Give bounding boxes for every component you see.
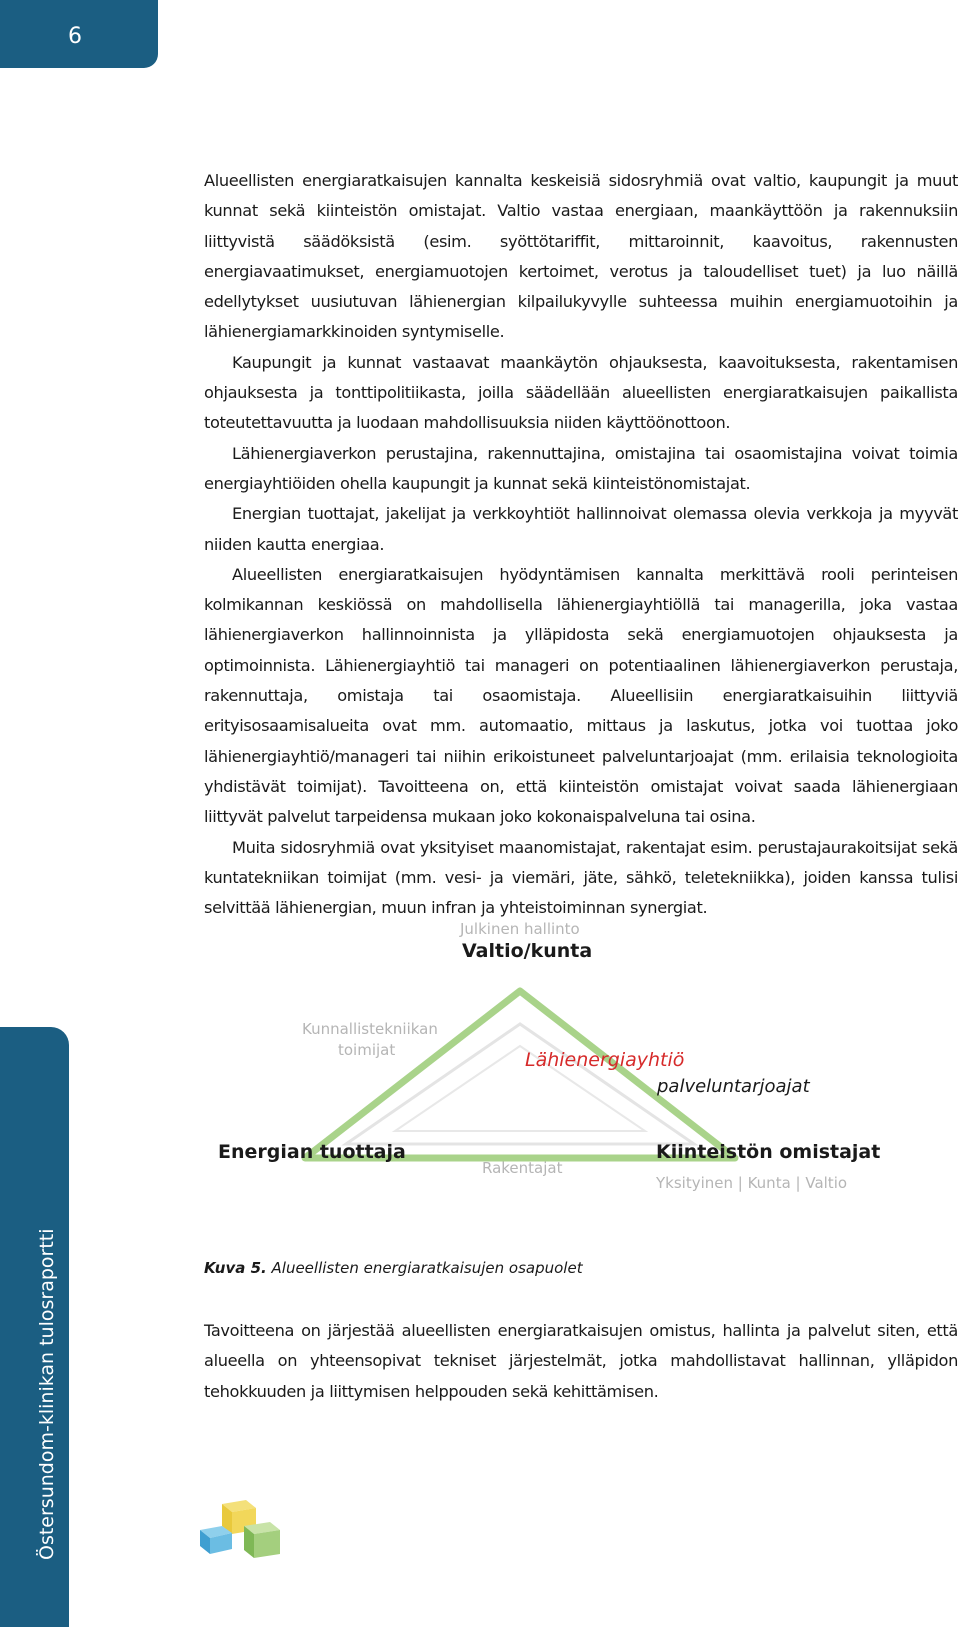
- caption-text: Alueellisten energiaratkaisujen osapuolet: [266, 1259, 583, 1277]
- paragraph: Muita sidosryhmiä ovat yksityiset maanomistajat, rakentajat esim. perustajaurakoitsijat sekä kuntatekniikan toimijat (mm. vesi- ja viemäri, jäte, sähkö, teletekniikka), joiden kanssa tulisi selvittää lähienergian, muun infran ja yhteistoiminnan synergiat.: [204, 837, 958, 918]
- property-owners-label: Kiinteistön omistajat: [656, 1141, 881, 1163]
- side-title-tab: [0, 1027, 69, 1627]
- caption-label: Kuva 5.: [204, 1259, 267, 1277]
- public-admin-label: Julkinen hallinto: [460, 920, 580, 938]
- page-number-tab: [0, 0, 158, 68]
- paragraph: Energian tuottajat, jakelijat ja verkkoyhtiöt hallinnoivat olemassa olevia verkkoja ja myyvät niiden kautta energiaa.: [204, 504, 958, 554]
- paragraph: Alueellisten energiaratkaisujen kannalta keskeisiä sidosryhmiä ovat valtio, kaupungit ja muut kunnat sekä kiinteistön omistajat. Valtio vastaa energiaan, maankäyttöön ja rakennuksiin liittyvistä säädöksistä (esim. syöttötariffit, mittaroinnit, kaavoitus, rakennusten energiavaatimukset, energiamuotojen kertoimet, verotus ja taloudelliset tuet) ja luo näillä edellytykset uusiutuvan lähienergian kilpailukyvylle suhteessa muihin energiamuotoihin ja lähienergiamarkkinoiden syntymiselle.: [204, 171, 958, 342]
- municipal-engineering-label-2: toimijat: [338, 1041, 396, 1059]
- paragraph: Tavoitteena on järjestää alueellisten energiaratkaisujen omistus, hallinta ja palvelut siten, että alueella on yhteensopivat tekniset järjestelmät, jotka mahdollistavat hallinnan, ylläpidon tehokkuuden ja liittymisen helppouden sekä kehittämisen.: [204, 1321, 958, 1401]
- stakeholder-triangle: [220, 946, 900, 1251]
- cubes-logo: [200, 1500, 295, 1560]
- state-municipality-label: Valtio/kunta: [462, 940, 593, 962]
- page-number: 6: [68, 24, 82, 49]
- stakeholder-diagram: [218, 920, 900, 1251]
- local-energy-company-label: Lähienergiayhtiö: [525, 1049, 685, 1071]
- side-title: Östersundom-klinikan tulosraportti: [36, 1228, 58, 1560]
- figure-caption: [204, 1259, 583, 1277]
- service-providers-label: palveluntarjoajat: [657, 1076, 810, 1097]
- energy-producer-label: Energian tuottaja: [218, 1141, 406, 1163]
- paragraph: Alueellisten energiaratkaisujen hyödyntämisen kannalta merkittävä rooli perinteisen kolmikannan keskiössä on mahdollisella lähienergiayhtiöllä tai managerilla, joka vastaa lähienergiaverkon hallinnoinnista ja ylläpidosta sekä energiamuotojen ohjauksesta ja optimoinnista. Lähienergiayhtiö tai manageri on potentiaalinen lähienergiaverkon perustaja, rakennuttaja, omistaja tai osaomistaja. Alueellisiin energiaratkaisuihin liittyviä erityisosaamisalueita ovat mm. automaatio, mittaus ja laskutus, jotka voi tuottaa joko lähienergiayhtiö/manageri tai niihin erikoistuneet palveluntarjoajat (mm. erilaisia teknologioita yhdistävät toimijat). Tavoitteena on, että kiinteistön omistajat voivat saada lähienergiaan liittyvät palvelut tarpeidensa mukaan joko kokonaispalveluna tai osina.: [204, 564, 958, 827]
- paragraph: Kaupungit ja kunnat vastaavat maankäytön ohjauksesta, kaavoituksesta, rakentamisen ohjauksesta ja tonttipolitiikasta, joilla säädellään alueellisten energiaratkaisujen paikallista toteutettavuutta ja luodaan mahdollisuuksia niiden käyttöönottoon.: [204, 352, 958, 433]
- paragraph: Lähienergiaverkon perustajina, rakennuttajina, omistajina tai osaomistajina voivat toimia energiayhtiöiden ohella kaupungit ja kunnat sekä kiinteistönomistajat.: [204, 443, 958, 493]
- body-text: [204, 166, 958, 923]
- municipal-engineering-label-1: Kunnallistekniikan: [302, 1020, 438, 1038]
- outer-triangle: [305, 991, 735, 1158]
- closing-text: [204, 1316, 958, 1407]
- owner-types-label: Yksityinen | Kunta | Valtio: [656, 1174, 848, 1192]
- builders-label: Rakentajat: [482, 1159, 563, 1177]
